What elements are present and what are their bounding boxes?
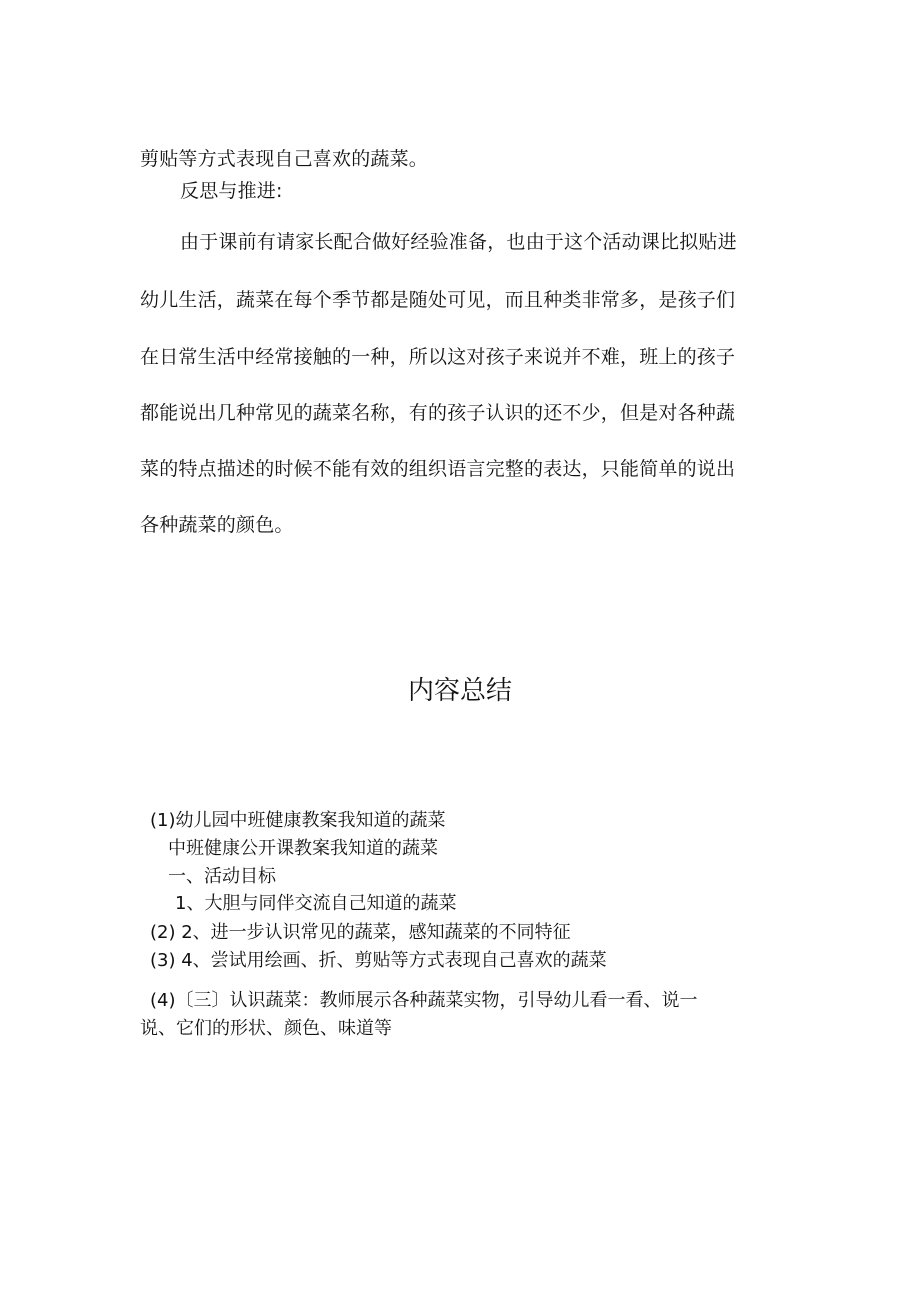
summary-line: (2) 2、进一步认识常见的蔬菜，感知蔬菜的不同特征 (150, 922, 571, 943)
summary-line: (3) 4、尝试用绘画、折、剪贴等方式表现自己喜欢的蔬菜 (150, 950, 607, 971)
summary-line: 说、它们的形状、颜色、味道等 (140, 1018, 392, 1039)
reflection-line: 菜的特点描述的时候不能有效的组织语言完整的表达，只能简单的说出 (140, 458, 736, 480)
summary-line: 1、大胆与同伴交流自己知道的蔬菜 (175, 893, 457, 914)
reflection-line: 都能说出几种常见的蔬菜名称，有的孩子认识的还不少，但是对各种蔬 (140, 402, 736, 424)
summary-line: (1)幼儿园中班健康教案我知道的蔬菜 (150, 810, 446, 831)
reflection-heading: 反思与推进: (180, 180, 283, 202)
continuation-line: 剪贴等方式表现自己喜欢的蔬菜。 (140, 148, 429, 170)
summary-title: 内容总结 (407, 676, 512, 706)
summary-line: 中班健康公开课教案我知道的蔬菜 (168, 838, 438, 859)
reflection-line: 在日常生活中经常接触的一种，所以这对孩子来说并不难，班上的孩子 (140, 346, 736, 368)
summary-line: 一、活动目标 (168, 866, 276, 887)
reflection-line: 幼儿生活，蔬菜在每个季节都是随处可见，而且种类非常多，是孩子们 (140, 289, 736, 311)
reflection-line: 各种蔬菜的颜色。 (140, 514, 294, 536)
summary-line: (4)〔三〕认识蔬菜：教师展示各种蔬菜实物，引导幼儿看一看、说一 (150, 990, 698, 1011)
reflection-line: 由于课前有请家长配合做好经验准备，也由于这个活动课比拟贴进 (180, 231, 737, 253)
